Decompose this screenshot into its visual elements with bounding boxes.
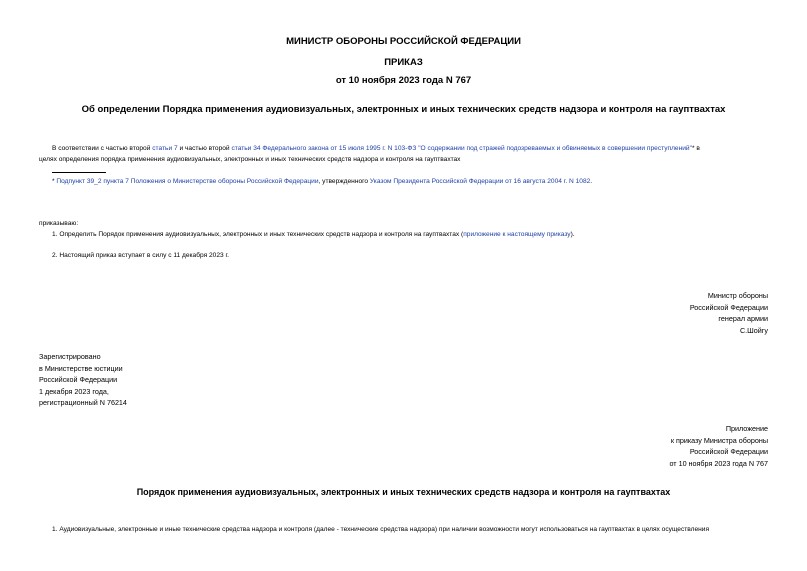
registration-line-1: Зарегистрировано — [39, 352, 101, 361]
signature-block — [690, 290, 768, 336]
signature-name: С.Шойгу — [739, 325, 768, 335]
doc-date-number: от 10 ноября 2023 года N 767 — [335, 75, 472, 86]
order-item-1-end: ). — [570, 231, 575, 238]
preamble-line-2: целях определения порядка применения аудиовизуальных, электронных и иных технических средств надзора и контроля на гауптвахтах — [39, 156, 461, 163]
appendix-ref: к приказу Министра обороны — [670, 435, 768, 445]
appendix-label: Приложение — [725, 424, 768, 433]
article-7-link[interactable]: статьи 7 — [152, 145, 178, 152]
signature-rank: генерал армии — [718, 314, 768, 323]
order-intro: приказываю: — [39, 220, 79, 227]
preamble-text-1: В соответствии с частью второй — [52, 145, 153, 152]
appendix-link[interactable]: приложение к настоящему приказу — [463, 231, 571, 238]
footnote-mark: * — [52, 178, 57, 185]
signature-position: Министр обороны — [707, 291, 768, 300]
preamble-line-1 — [52, 143, 700, 154]
order-item-1 — [52, 229, 575, 240]
regulation-link[interactable]: Подпункт 39_2 пункта 7 Положения о Министерстве обороны Российской Федерации — [56, 178, 319, 185]
registration-block — [39, 351, 127, 409]
registration-line-3: Российской Федерации — [39, 375, 118, 384]
registration-line-5: регистрационный N 76214 — [39, 398, 127, 407]
footnote-text-1: , утвержденного — [318, 178, 370, 185]
footnote-text-2: . — [590, 178, 593, 185]
ministry-heading: МИНИСТР ОБОРОНЫ РОССИЙСКОЙ ФЕДЕРАЦИИ — [286, 36, 521, 47]
signature-country: Российской Федерации — [689, 302, 768, 312]
order-item-2: 2. Настоящий приказ вступает в силу с 11 декабря 2023 г. — [52, 252, 229, 259]
appendix-header — [669, 423, 768, 469]
appendix-country: Российской Федерации — [689, 447, 768, 456]
presidential-decree-link[interactable]: Указом Президента Российской Федерации от 16 августа 2004 г. N 1082 — [369, 178, 591, 185]
document-title: Об определении Порядка применения аудиовизуальных, электронных и иных технических средств надзора и контроля на гауптвахтах — [81, 104, 726, 115]
preamble-text-3: * в — [691, 145, 700, 152]
registration-line-2: в Министерстве юстиции — [39, 363, 123, 373]
footnote-divider — [52, 172, 106, 173]
doc-type-heading: ПРИКАЗ — [384, 57, 423, 68]
appendix-paragraph-1: 1. Аудиовизуальные, электронные и иные технические средства надзора и контроля (далее - технические средства надзора) при наличии возможности могут использоваться на гауптвахтах в целях осуществления — [52, 526, 710, 533]
registration-line-4: 1 декабря 2023 года, — [39, 386, 109, 396]
federal-law-link[interactable]: статьи 34 Федерального закона от 15 июля 1995 г. N 103-ФЗ "О содержании под стражей подозреваемых и обвиняемых в совершении преступлений" — [231, 145, 692, 152]
appendix-title: Порядок применения аудиовизуальных, электронных и иных технических средств надзора и контроля на гауптвахтах — [136, 487, 671, 497]
preamble-text-2: и частью второй — [177, 145, 232, 152]
appendix-date: от 10 ноября 2023 года N 767 — [669, 458, 768, 468]
footnote — [52, 176, 592, 187]
order-item-1-text: 1. Определить Порядок применения аудиовизуальных, электронных и иных технических средств надзора и контроля на гауптвахтах ( — [52, 231, 464, 238]
